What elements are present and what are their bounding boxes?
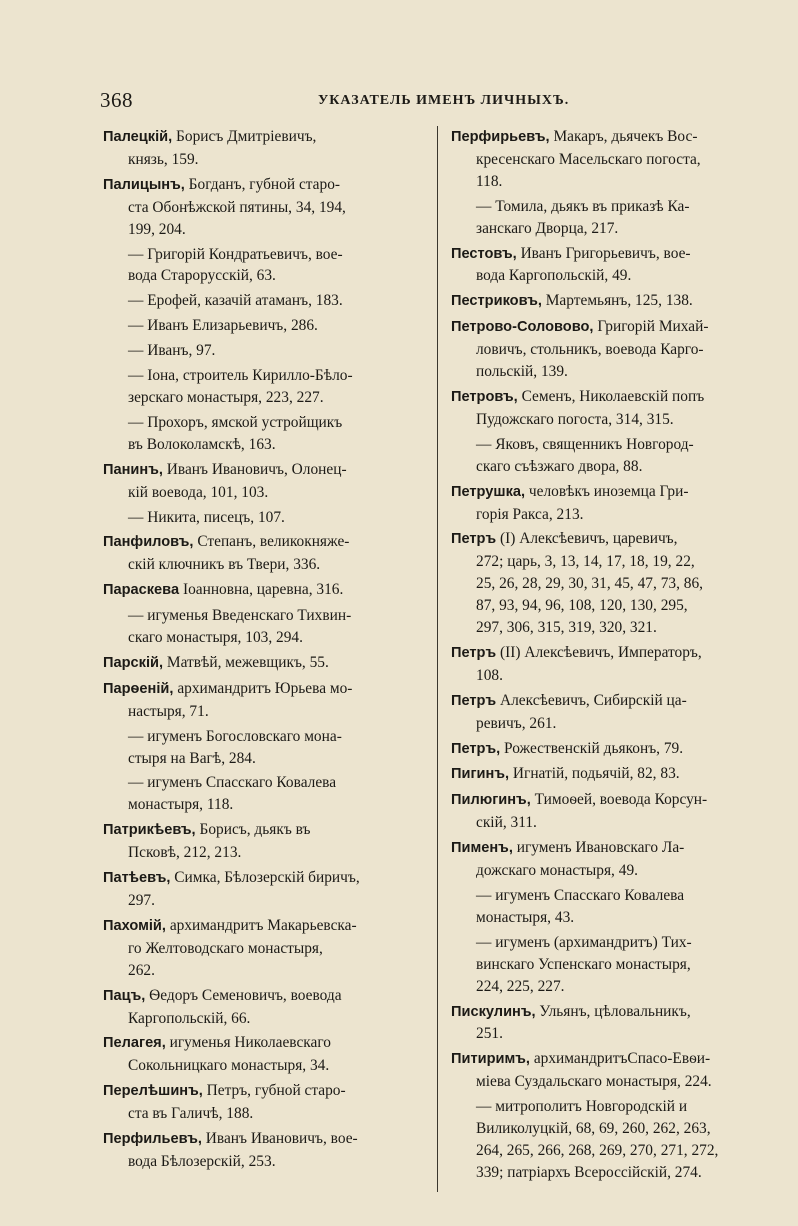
- index-entry: [103, 290, 428, 312]
- entry-line: [103, 554, 428, 576]
- entry-line: [451, 528, 776, 551]
- entry-text: зерскаго монастыря, 223, 227.: [128, 388, 324, 406]
- entry-text: архимандритъ Юрьева мо-: [177, 679, 353, 697]
- entry-headword: Патрикѣевъ,: [103, 822, 196, 839]
- entry-text: ревичъ, 261.: [476, 714, 557, 732]
- entry-line: [103, 265, 428, 287]
- entry-text: міева Суздальскаго монастыря, 224.: [476, 1073, 712, 1091]
- entry-line: [103, 219, 428, 241]
- entry-line: [451, 316, 776, 339]
- entry-line: [103, 365, 428, 387]
- index-entry: [103, 1128, 428, 1173]
- index-entry: [451, 885, 776, 929]
- entry-text: — митрополитъ Новгородскій и: [476, 1098, 688, 1116]
- entry-text: винскаго Успенскаго монастыря,: [476, 955, 691, 973]
- entry-headword: Пилюгинъ,: [451, 792, 531, 809]
- entry-line: [103, 794, 428, 816]
- entry-line: [451, 1162, 776, 1184]
- entry-text: 339; патріархъ Всероссійскій, 274.: [476, 1163, 702, 1181]
- entry-line: [103, 819, 428, 842]
- entry-line: [103, 507, 428, 529]
- entry-text: 25, 26, 28, 29, 30, 31, 45, 47, 73, 86,: [476, 575, 704, 593]
- entry-text: кій воевода, 101, 103.: [128, 483, 269, 501]
- entry-headword: Пигинъ,: [451, 766, 510, 783]
- entry-text: — Іона, строитель Кирилло-Бѣло-: [128, 367, 353, 385]
- entry-line: [103, 1032, 428, 1055]
- index-entry: [451, 434, 776, 478]
- entry-headword: Перфильевъ,: [103, 1131, 202, 1148]
- entry-line: [103, 174, 428, 197]
- entry-text: го Желтоводскаго монастыря,: [128, 939, 323, 957]
- entry-line: [451, 617, 776, 639]
- entry-text: 224, 225, 227.: [476, 977, 565, 995]
- index-entry: [451, 1048, 776, 1093]
- entry-headword: Питиримъ,: [451, 1051, 530, 1068]
- entry-headword: Патѣевъ,: [103, 870, 171, 887]
- entry-headword: Пискулинъ,: [451, 1003, 536, 1020]
- index-entry: [451, 1001, 776, 1046]
- entry-text: Богданъ, губной старо-: [188, 175, 341, 193]
- entry-line: [451, 1023, 776, 1045]
- entry-line: [103, 149, 428, 171]
- entry-text: монастыря, 118.: [128, 796, 234, 814]
- entry-text: игуменья Николаевскаго: [169, 1034, 332, 1052]
- entry-text: Мартемьянъ, 125, 138.: [545, 292, 693, 310]
- entry-text: (II) Алексѣевичъ, Императоръ,: [499, 643, 702, 661]
- entry-text: Григорій Михай-: [597, 318, 709, 336]
- entry-line: [103, 412, 428, 434]
- entry-headword: Петръ: [451, 644, 497, 661]
- entry-line: [103, 387, 428, 409]
- entry-text: Иванъ Григорьевичъ, вое-: [520, 244, 691, 262]
- entry-text: Ульянъ, цѣловальникъ,: [539, 1002, 691, 1020]
- entry-line: [103, 867, 428, 890]
- entry-text: скаго монастыря, 103, 294.: [128, 629, 303, 647]
- index-entry: [103, 459, 428, 504]
- entry-headword: Палецкій,: [103, 129, 173, 145]
- entry-line: [103, 315, 428, 337]
- entry-headword: Пахомій,: [103, 917, 166, 934]
- entry-text: Макаръ, дьячекъ Вос-: [553, 128, 698, 145]
- entry-text: 262.: [128, 961, 155, 979]
- entry-text: — Иванъ, 97.: [128, 342, 216, 360]
- entry-line: [451, 504, 776, 526]
- entry-line: [103, 531, 428, 554]
- entry-text: Степанъ, великокняже-: [197, 533, 350, 551]
- entry-text: Матвѣй, межевщикъ, 55.: [166, 653, 329, 671]
- entry-headword: Петръ: [451, 531, 497, 548]
- entry-headword: Парскій,: [103, 654, 164, 671]
- entry-text: архимандритъСпасо-Евѳи-: [533, 1050, 711, 1068]
- entry-text: 108.: [476, 666, 503, 684]
- entry-line: [451, 932, 776, 954]
- entry-line: [451, 1071, 776, 1093]
- entry-line: [451, 1001, 776, 1024]
- entry-line: [103, 290, 428, 312]
- entry-text: — Томила, дьякъ въ приказѣ Ка-: [476, 197, 690, 215]
- entry-line: [103, 726, 428, 748]
- entry-text: Борисъ Дмитріевичъ,: [176, 128, 317, 145]
- entry-text: — Григорій Кондратьевичъ, вое-: [128, 245, 343, 263]
- entry-text: — Яковъ, священникъ Новгород-: [476, 435, 694, 453]
- entry-line: [451, 860, 776, 882]
- entry-text: Псковѣ, 212, 213.: [128, 844, 242, 862]
- index-entry: [103, 507, 428, 529]
- entry-line: [451, 386, 776, 409]
- index-entry: [451, 243, 776, 288]
- entry-headword: Перфирьевъ,: [451, 129, 550, 145]
- entry-line: [451, 763, 776, 786]
- index-entry: [103, 772, 428, 816]
- index-entry: [103, 819, 428, 864]
- entry-text: ста Обонѣжской пятины, 34, 194,: [128, 198, 346, 216]
- index-entry: [451, 196, 776, 240]
- entry-text: Пудожскаго погоста, 314, 315.: [476, 410, 674, 428]
- index-entry: [103, 412, 428, 456]
- index-entry: [451, 789, 776, 834]
- entry-line: [103, 244, 428, 266]
- column-divider: [437, 126, 438, 1192]
- entry-line: [451, 434, 776, 456]
- entry-line: [103, 434, 428, 456]
- entry-line: [103, 627, 428, 649]
- entry-text: стыря на Вагѣ, 284.: [128, 749, 256, 767]
- entry-headword: Петръ: [451, 692, 497, 709]
- running-title: УКАЗАТЕЛЬ ИМЕНЪ ЛИЧНЫХЪ.: [318, 93, 570, 108]
- entry-text: человѣкъ иноземца Гри-: [528, 482, 689, 500]
- index-entry: [103, 726, 428, 770]
- index-entry: [103, 244, 428, 288]
- entry-line: [451, 149, 776, 171]
- entry-headword: Параскева: [103, 582, 180, 599]
- entry-line: [451, 126, 776, 149]
- entry-text: — игуменъ Богословскаго мона-: [128, 727, 342, 745]
- entry-headword: Пелагея,: [103, 1035, 166, 1052]
- entry-text: 87, 93, 94, 96, 108, 120, 130, 295,: [476, 597, 688, 615]
- entry-line: [103, 579, 428, 602]
- entry-line: [451, 713, 776, 735]
- entry-line: [103, 605, 428, 627]
- entry-text: 251.: [476, 1025, 503, 1043]
- index-entry: [103, 315, 428, 337]
- entry-line: [451, 665, 776, 687]
- index-entry: [451, 642, 776, 687]
- entry-text: — игуменъ Спасскаго Ковалева: [128, 774, 337, 792]
- index-entry: [103, 579, 428, 602]
- entry-line: [451, 243, 776, 266]
- entry-text: ловичъ, стольникъ, воевода Карго-: [476, 341, 704, 359]
- entry-text: польскій, 139.: [476, 363, 568, 381]
- entry-line: [451, 976, 776, 998]
- entry-line: [103, 938, 428, 960]
- entry-line: [103, 678, 428, 701]
- index-entry: [103, 985, 428, 1030]
- entry-text: кресенскаго Масельскаго погоста,: [476, 150, 701, 168]
- entry-text: 297, 306, 315, 319, 320, 321.: [476, 619, 657, 637]
- entry-text: 199, 204.: [128, 220, 186, 238]
- index-column-right: [451, 126, 776, 1187]
- entry-text: Рожественскій дьяконъ, 79.: [504, 739, 684, 757]
- entry-text: вода Бѣлозерскій, 253.: [128, 1152, 276, 1170]
- entry-text: ста въ Галичѣ, 188.: [128, 1105, 254, 1123]
- entry-line: [451, 812, 776, 834]
- entry-text: Игнатій, подьячій, 82, 83.: [512, 765, 680, 783]
- entry-headword: Пестовъ,: [451, 245, 517, 262]
- entry-line: [103, 985, 428, 1008]
- index-entry: [451, 316, 776, 383]
- entry-text: монастыря, 43.: [476, 908, 575, 926]
- entry-text: — игуменья Введенскаго Тихвин-: [128, 607, 352, 625]
- index-entry: [103, 1032, 428, 1077]
- entry-headword: Палицынъ,: [103, 176, 185, 193]
- entry-line: [451, 789, 776, 812]
- index-entry: [451, 481, 776, 526]
- index-entry: [451, 1096, 776, 1184]
- entry-text: скаго съѣзжаго двора, 88.: [476, 457, 643, 475]
- entry-text: Семенъ, Николаевскій попъ: [521, 387, 705, 405]
- entry-line: [103, 126, 428, 149]
- entry-headword: Пацъ,: [103, 987, 146, 1004]
- entry-line: [451, 1118, 776, 1140]
- index-entry: [103, 652, 428, 675]
- index-entry: [103, 126, 428, 171]
- entry-line: [103, 960, 428, 982]
- entry-line: [451, 907, 776, 929]
- entry-text: вода Старорусскій, 63.: [128, 267, 276, 285]
- entry-text: настыря, 71.: [128, 702, 209, 720]
- entry-line: [451, 361, 776, 383]
- entry-line: [451, 954, 776, 976]
- entry-text: — Никита, писецъ, 107.: [128, 508, 285, 526]
- entry-line: [103, 1008, 428, 1030]
- index-entry: [451, 837, 776, 882]
- entry-text: (I) Алексѣевичъ, царевичъ,: [499, 530, 678, 548]
- entry-line: [451, 837, 776, 860]
- index-entry: [103, 340, 428, 362]
- entry-text: Сокольницкаго монастыря, 34.: [128, 1057, 330, 1075]
- entry-text: горія Ракса, 213.: [476, 505, 584, 523]
- entry-headword: Парѳеній,: [103, 680, 174, 697]
- entry-line: [103, 340, 428, 362]
- entry-line: [103, 1151, 428, 1173]
- entry-text: Симка, Бѣлозерскій биричъ,: [174, 869, 360, 887]
- entry-text: дожскаго монастыря, 49.: [476, 862, 638, 880]
- index-entry: [103, 531, 428, 576]
- entry-line: [451, 1096, 776, 1118]
- entry-line: [451, 573, 776, 595]
- entry-text: Ѳедоръ Семеновичъ, воевода: [149, 986, 342, 1004]
- entry-text: — Прохоръ, ямской устройщикъ: [128, 413, 343, 431]
- entry-line: [103, 482, 428, 504]
- entry-line: [103, 842, 428, 864]
- entry-text: въ Волоколамскѣ, 163.: [128, 435, 276, 453]
- entry-line: [103, 459, 428, 482]
- entry-text: Тимоѳей, воевода Корсун-: [534, 791, 708, 809]
- entry-line: [451, 690, 776, 713]
- entry-line: [451, 642, 776, 665]
- entry-text: Борисъ, дьякъ въ: [199, 821, 311, 839]
- entry-text: Алексѣевичъ, Сибирскій ца-: [499, 691, 687, 709]
- entry-line: [451, 1140, 776, 1162]
- entry-line: [103, 1080, 428, 1103]
- entry-headword: Петрово-Соловово,: [451, 319, 594, 336]
- entry-headword: Пестриковъ,: [451, 293, 542, 310]
- entry-text: Каргопольскій, 66.: [128, 1009, 251, 1027]
- entry-headword: Пименъ,: [451, 840, 513, 857]
- entry-text: 264, 265, 266, 268, 269, 270, 271, 272,: [476, 1141, 719, 1159]
- entry-text: Виликолуцкій, 68, 69, 260, 262, 263,: [476, 1120, 711, 1138]
- entry-headword: Петровъ,: [451, 388, 518, 405]
- index-entry: [451, 763, 776, 786]
- index-entry: [451, 528, 776, 639]
- entry-text: 118.: [476, 172, 503, 190]
- entry-headword: Панинъ,: [103, 461, 163, 478]
- page-number: 368: [100, 88, 133, 112]
- entry-headword: Петрушка,: [451, 483, 526, 500]
- entry-text: занскаго Дворца, 217.: [476, 219, 619, 237]
- index-entry: [103, 915, 428, 982]
- index-entry: [451, 690, 776, 735]
- entry-text: — Ерофей, казачій атаманъ, 183.: [128, 292, 343, 310]
- entry-text: вода Каргопольскій, 49.: [476, 267, 632, 285]
- entry-line: [103, 890, 428, 912]
- index-entry: [103, 365, 428, 409]
- index-entry: [103, 867, 428, 912]
- entry-line: [451, 1048, 776, 1071]
- entry-line: [103, 701, 428, 723]
- index-entry: [103, 174, 428, 241]
- entry-line: [451, 885, 776, 907]
- entry-line: [103, 1103, 428, 1125]
- entry-line: [451, 456, 776, 478]
- entry-text: 297.: [128, 892, 155, 909]
- entry-text: скій ключникъ въ Твери, 336.: [128, 556, 321, 574]
- entry-text: архимандритъ Макарьевска-: [169, 916, 357, 934]
- entry-line: [451, 171, 776, 193]
- index-entry: [103, 605, 428, 649]
- entry-line: [451, 738, 776, 761]
- index-entry: [451, 386, 776, 431]
- entry-text: Иванъ Ивановичъ, Олонец-: [166, 460, 347, 478]
- entry-line: [103, 915, 428, 938]
- index-entry: [451, 738, 776, 761]
- entry-text: князь, 159.: [128, 150, 199, 168]
- entry-line: [103, 772, 428, 794]
- index-entry: [103, 1080, 428, 1125]
- entry-headword: Перелѣшинъ,: [103, 1083, 203, 1100]
- index-entry: [103, 678, 428, 723]
- entry-text: — игуменъ (архимандритъ) Тих-: [476, 933, 692, 951]
- entry-text: — игуменъ Спасскаго Ковалева: [476, 887, 685, 904]
- entry-text: скій, 311.: [476, 814, 537, 832]
- entry-line: [103, 748, 428, 770]
- entry-headword: Панфиловъ,: [103, 534, 194, 551]
- index-entry: [451, 126, 776, 193]
- entry-line: [451, 551, 776, 573]
- entry-line: [451, 481, 776, 504]
- entry-text: 272; царь, 3, 13, 14, 17, 18, 19, 22,: [476, 553, 695, 571]
- entry-line: [103, 197, 428, 219]
- entry-text: — Иванъ Елизарьевичъ, 286.: [128, 317, 318, 335]
- entry-headword: Петръ,: [451, 740, 501, 757]
- entry-line: [103, 652, 428, 675]
- entry-line: [451, 339, 776, 361]
- entry-line: [451, 409, 776, 431]
- entry-line: [103, 1055, 428, 1077]
- entry-text: Иванъ Ивановичъ, вое-: [205, 1130, 358, 1148]
- entry-line: [451, 218, 776, 240]
- entry-line: [451, 265, 776, 287]
- entry-text: игуменъ Ивановскаго Ла-: [516, 839, 685, 857]
- entry-text: Іоанновна, царевна, 316.: [182, 581, 344, 599]
- index-column-left: [103, 126, 428, 1176]
- entry-line: [451, 595, 776, 617]
- entry-line: [451, 196, 776, 218]
- entry-line: [103, 1128, 428, 1151]
- entry-text: Петръ, губной старо-: [206, 1082, 346, 1100]
- index-entry: [451, 932, 776, 998]
- entry-line: [451, 290, 776, 313]
- index-entry: [451, 290, 776, 313]
- page-header: [100, 88, 760, 116]
